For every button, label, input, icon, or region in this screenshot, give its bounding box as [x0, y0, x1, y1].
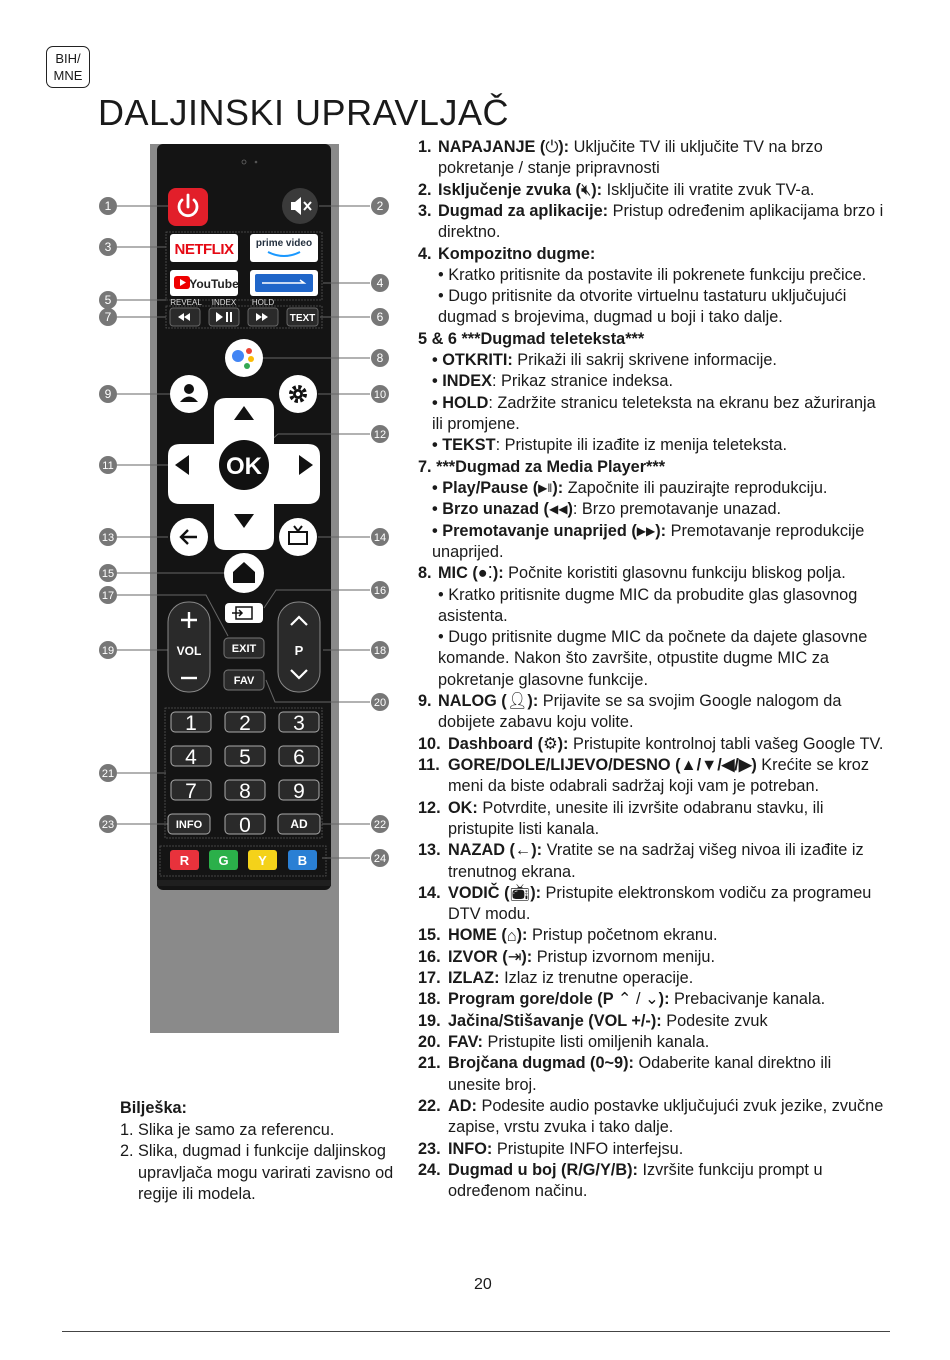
digit-2: 2	[239, 712, 251, 735]
callout-9	[99, 385, 117, 403]
svg-text:14: 14	[373, 532, 387, 544]
page-title: DALJINSKI UPRAVLJAČ	[98, 92, 509, 133]
callout-1	[99, 197, 117, 215]
desc-item-5-6-sub-4: • TEKST: Pristupite ili izađite iz menija teleteksta.	[432, 436, 787, 455]
note	[120, 1098, 420, 1206]
desc-item-22: 22. AD: Podesite audio postavke uključujući zvuk jezike, zvučne zapise, vrstu zvuka i tako dalje.	[418, 1096, 884, 1137]
note-item-2: 2. Slika, dugmad i funkcije daljinskog upravljača mogu varirati zavisno od regije ili modela.	[120, 1142, 394, 1203]
callout-22	[371, 815, 389, 833]
vol-label: VOL	[176, 644, 202, 658]
desc-item-7-head: 7. ***Dugmad za Media Player***	[418, 457, 666, 476]
account-icon: 👤︎	[506, 692, 528, 711]
rewind-icon: ◀◀	[548, 502, 568, 517]
callout-7	[99, 308, 117, 326]
svg-text:5: 5	[104, 293, 112, 307]
callout-5	[99, 291, 117, 309]
ok-label: OK	[226, 453, 262, 480]
play-pause-icon: ▶‖	[538, 480, 553, 495]
ad-label: AD	[290, 817, 308, 831]
desc-item-23: 23. INFO: Pristupite INFO interfejsu.	[418, 1139, 684, 1158]
desc-item-5-6-sub-3: • HOLD: Zadržite stranicu teleteksta na ekranu bez ažuriranja ili promjene.	[432, 393, 876, 433]
button-descriptions	[418, 137, 888, 1202]
callout-18	[371, 641, 389, 659]
index-label: INDEX	[211, 298, 237, 307]
desc-item-24: 24. Dugmad u boj (R/G/Y/B): Izvršite funkciju prompt u određenom načinu.	[418, 1160, 823, 1201]
svg-text:10: 10	[373, 389, 387, 401]
desc-item-20: 20. FAV: Pristupite listi omiljenih kanala.	[418, 1033, 710, 1052]
desc-item-12: 12. OK: Potvrdite, unesite ili izvršite odabranu stavku, ili pristupite listi kanala.	[418, 798, 824, 838]
language-badge-line1: BIH/	[55, 51, 81, 66]
callout-17	[99, 586, 117, 604]
desc-item-17: 17. IZLAZ: Izlaz iz trenutne operacije.	[418, 969, 694, 988]
fast-forward-icon: ▶▶	[636, 523, 656, 538]
note-item-1: 1. Slika je samo za referencu.	[120, 1120, 335, 1139]
svg-text:15: 15	[101, 568, 115, 580]
callout-23	[99, 815, 117, 833]
callout-20	[371, 693, 389, 711]
svg-text:13: 13	[101, 532, 115, 544]
exit-label: EXIT	[231, 643, 257, 655]
desc-item-4-sub-1: • Kratko pritisnite da postavite ili pokrenete funkciju prečice.	[438, 265, 867, 284]
desc-item-15: 15. HOME (⌂): Pristup početnom ekranu.	[418, 925, 888, 946]
callout-3	[99, 238, 117, 256]
desc-item-7-sub-1: • Play/Pause (▶‖): Započnite ili pauzirajte reprodukciju.	[418, 478, 888, 499]
power-icon: ⏻	[545, 138, 559, 157]
netflix-label: NETFLIX	[174, 241, 234, 258]
desc-item-14: 14. VODIČ (📺︎): Pristupite elektronskom vodiču za programeu DTV modu.	[418, 883, 872, 924]
svg-text:7: 7	[104, 310, 112, 324]
guide-icon: 📺︎	[509, 883, 531, 902]
callout-24	[371, 849, 389, 867]
desc-item-10: 10. Dashboard (⚙): Pristupite kontrolnoj tabli vašeg Google TV.	[418, 734, 888, 755]
desc-item-19: 19. Jačina/Stišavanje (VOL +/-): Podesite zvuk	[418, 1011, 768, 1030]
callout-11	[99, 456, 117, 474]
mic-icon: ●⁚	[477, 564, 493, 583]
desc-item-4: 4. Kompozitno dugme:	[418, 244, 596, 263]
digit-3: 3	[293, 712, 305, 735]
play-pause-button[interactable]	[209, 308, 239, 326]
callout-14	[371, 528, 389, 546]
svg-text:18: 18	[373, 645, 387, 657]
text-button-label: TEXT	[289, 313, 316, 324]
svg-text:16: 16	[373, 585, 387, 597]
svg-text:2: 2	[376, 199, 384, 213]
input-icon: ⇥	[507, 947, 522, 966]
svg-text:8: 8	[376, 351, 384, 365]
desc-item-5-6-head: 5 & 6 ***Dugmad teleteksta***	[418, 329, 645, 348]
svg-text:1: 1	[104, 199, 112, 213]
digit-4: 4	[185, 746, 197, 769]
desc-item-1: 1. NAPAJANJE (⏻): Uključite TV ili uključite TV na brzo pokretanje / stanje pripravnosti	[418, 138, 823, 178]
svg-text:11: 11	[102, 460, 114, 472]
p-label: P	[294, 643, 304, 658]
callout-13	[99, 528, 117, 546]
desc-item-13: 13. NAZAD (←): Vratite se na sadržaj višeg nivoa ili izađite iz trenutnog ekrana.	[418, 841, 864, 881]
svg-text:12: 12	[373, 429, 387, 441]
svg-text:4: 4	[376, 276, 384, 290]
svg-text:23: 23	[101, 819, 115, 831]
digit-1: 1	[185, 712, 197, 735]
mic-button[interactable]	[225, 339, 263, 377]
callout-6	[371, 308, 389, 326]
callout-2	[371, 197, 389, 215]
callout-8	[371, 349, 389, 367]
desc-item-8: 8. MIC (●⁚): Počnite koristiti glasovnu funkciju bliskog polja.	[418, 563, 888, 584]
desc-item-7-sub-3: • Premotavanje unaprijed (▶▶): Premotavanje reprodukcije unaprijed.	[432, 521, 865, 561]
digit-5: 5	[239, 746, 251, 769]
desc-item-18: 18. Program gore/dole (P ⌃ / ⌄): Prebacivanje kanala.	[418, 989, 888, 1010]
green-label: G	[218, 853, 229, 868]
language-badge-line2: MNE	[53, 68, 83, 83]
guide-button[interactable]	[279, 518, 317, 556]
digit-8: 8	[239, 780, 251, 803]
fav-label: FAV	[233, 675, 255, 687]
yellow-label: Y	[258, 853, 267, 868]
footer-rule	[62, 1331, 890, 1332]
note-heading: Bilješka:	[120, 1099, 187, 1117]
desc-item-5-6-sub-1: • OTKRITI: Prikaži ili sakrij skrivene informacije.	[432, 351, 777, 370]
digit-7: 7	[185, 780, 197, 803]
chevrons-icon: ⌃ / ⌄	[617, 990, 659, 1009]
svg-text:22: 22	[373, 819, 387, 831]
blue-label: B	[297, 853, 308, 868]
digit-6: 6	[293, 746, 305, 769]
mute-icon: 🔇︎	[580, 180, 592, 199]
hold-label: HOLD	[251, 298, 275, 307]
desc-item-7-sub-2: • Brzo unazad (◀◀): Brzo premotavanje unazad.	[418, 499, 888, 520]
callout-16	[371, 581, 389, 599]
callout-15	[99, 564, 117, 582]
input-button[interactable]	[225, 603, 263, 623]
language-badge	[46, 46, 90, 88]
desc-item-4-sub-2: • Dugo pritisnite da otvorite virtuelnu tastaturu uključujući dugmad s brojevima, dugmad u boji i tako dalje.	[438, 287, 847, 327]
page-number: 20	[474, 1276, 492, 1293]
gear-icon: ⚙	[543, 734, 558, 753]
desc-item-9: 9. NALOG (👤︎): Prijavite se sa svojim Google nalogom da dobijete zabavu koju volite.	[418, 692, 842, 732]
desc-item-2: 2. Isključenje zvuka (🔇︎): Isključite ili vratite zvuk TV-a.	[418, 180, 888, 201]
remote-illustration	[0, 140, 420, 1040]
callout-10	[371, 385, 389, 403]
back-icon: ←	[514, 841, 532, 860]
red-label: R	[179, 853, 190, 868]
svg-text:21: 21	[101, 768, 115, 780]
desc-item-3: 3. Dugmad za aplikacije: Pristup određenim aplikacijama brzo i direktno.	[418, 201, 884, 242]
desc-item-11: 11. GORE/DOLE/LIJEVO/DESNO (▲/▼/◀/▶) Krećite se kroz meni da biste odabrali sadržaj koji vam je potreban.	[418, 755, 869, 796]
svg-text:3: 3	[104, 240, 112, 254]
svg-text:9: 9	[104, 387, 112, 401]
svg-text:19: 19	[101, 645, 115, 657]
svg-text:17: 17	[101, 590, 115, 602]
callout-21	[99, 764, 117, 782]
callout-4	[371, 274, 389, 292]
prime-video-label: prime video	[255, 238, 313, 249]
digit-9: 9	[293, 780, 305, 803]
svg-text:24: 24	[373, 853, 387, 865]
desc-item-8-sub-1: • Kratko pritisnite dugme MIC da probudite glas glasovnog asistenta.	[438, 585, 858, 625]
callout-12	[371, 425, 389, 443]
home-icon: ⌂	[506, 926, 517, 945]
desc-item-21: 21. Brojčana dugmad (0~9): Odaberite kanal direktno ili unesite broj.	[418, 1054, 832, 1094]
reveal-label: REVEAL	[170, 298, 202, 307]
callout-19	[99, 641, 117, 659]
digit-0: 0	[239, 814, 251, 837]
svg-text:6: 6	[376, 310, 384, 324]
desc-item-8-sub-2: • Dugo pritisnite dugme MIC da počnete da dajete glasovne komande. Nakon što završite, otpustite dugme MIC za pokretanje glasovne funkcije.	[438, 628, 868, 689]
youtube-label: YouTube	[189, 277, 239, 291]
desc-item-5-6-sub-2: • INDEX: Prikaz stranice indeksa.	[432, 372, 673, 391]
info-label: INFO	[175, 819, 203, 831]
svg-text:20: 20	[373, 697, 387, 709]
desc-item-16: 16. IZVOR (⇥): Pristup izvornom meniju.	[418, 947, 888, 968]
